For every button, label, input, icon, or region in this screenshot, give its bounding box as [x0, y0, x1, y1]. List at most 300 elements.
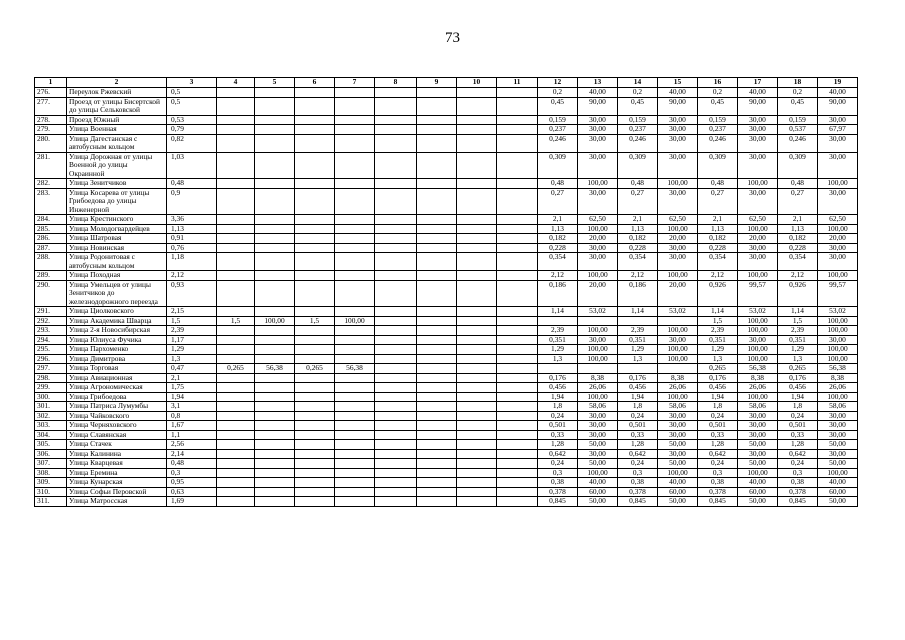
table-cell [255, 354, 295, 364]
table-cell [335, 383, 375, 393]
table-row [35, 97, 858, 115]
street-name: Улица Академика Шварца [67, 316, 167, 326]
table-cell [295, 215, 335, 225]
table-cell: 60,00 [658, 487, 698, 497]
table-cell [335, 459, 375, 469]
street-name: Улица Молодогвардейцев [67, 224, 167, 234]
row-number: 304. [35, 430, 67, 440]
table-cell: 2,39 [167, 326, 217, 336]
table-cell [457, 326, 497, 336]
table-cell: 0,45 [698, 97, 738, 115]
table-cell: 30,00 [658, 421, 698, 431]
table-cell: 30,00 [658, 134, 698, 152]
table-cell: 30,00 [738, 152, 778, 179]
table-cell: 62,50 [578, 215, 618, 225]
table-cell [375, 215, 417, 225]
table-cell: 100,00 [818, 179, 858, 189]
table-cell [255, 179, 295, 189]
table-cell [497, 373, 538, 383]
table-cell: 40,00 [658, 478, 698, 488]
table-row [35, 243, 858, 253]
table-cell: 2,1 [778, 215, 818, 225]
row-number: 276. [35, 88, 67, 98]
table-cell [417, 345, 457, 355]
table-cell [497, 152, 538, 179]
table-cell [417, 152, 457, 179]
table-cell [497, 115, 538, 125]
column-header: 12 [538, 78, 578, 88]
table-cell: 30,00 [578, 430, 618, 440]
table-cell: 30,00 [738, 188, 778, 215]
table-cell [255, 234, 295, 244]
table-cell: 0,246 [778, 134, 818, 152]
table-cell [217, 152, 255, 179]
table-cell [295, 449, 335, 459]
table-row [35, 115, 858, 125]
table-cell [295, 421, 335, 431]
table-cell: 30,00 [738, 421, 778, 431]
table-cell: 0,354 [538, 253, 578, 271]
table-cell [375, 440, 417, 450]
table-cell: 2,12 [698, 271, 738, 281]
table-cell [497, 487, 538, 497]
table-cell: 99,57 [818, 280, 858, 307]
table-cell [375, 307, 417, 317]
table-cell [375, 224, 417, 234]
table-cell [457, 478, 497, 488]
street-name: Улица Умельцев от улицы Зенитчиков до железнодорожного переезда [67, 280, 167, 307]
table-cell: 60,00 [578, 487, 618, 497]
table-cell: 100,00 [818, 271, 858, 281]
table-cell: 0,2 [538, 88, 578, 98]
table-row [35, 345, 858, 355]
table-cell [255, 134, 295, 152]
table-cell: 100,00 [738, 345, 778, 355]
table-cell: 90,00 [658, 97, 698, 115]
table-row [35, 215, 858, 225]
table-cell: 0,8 [167, 411, 217, 421]
table-cell: 0,642 [618, 449, 658, 459]
table-row [35, 152, 858, 179]
table-cell: 100,00 [658, 468, 698, 478]
table-cell: 30,00 [818, 188, 858, 215]
table-cell: 2,56 [167, 440, 217, 450]
table-cell [255, 243, 295, 253]
table-cell [538, 364, 578, 374]
table-cell [375, 253, 417, 271]
table-cell: 1,5 [698, 316, 738, 326]
column-header: 13 [578, 78, 618, 88]
table-row [35, 134, 858, 152]
table-cell [375, 383, 417, 393]
table-cell: 30,00 [578, 421, 618, 431]
table-cell: 0,159 [618, 115, 658, 125]
column-header: 11 [497, 78, 538, 88]
table-cell: 30,00 [658, 449, 698, 459]
row-number: 282. [35, 179, 67, 189]
table-cell: 1,18 [167, 253, 217, 271]
table-cell [375, 468, 417, 478]
table-cell [255, 440, 295, 450]
table-cell: 0,48 [698, 179, 738, 189]
table-row [35, 271, 858, 281]
table-row [35, 373, 858, 383]
table-cell: 0,48 [538, 179, 578, 189]
row-number: 297. [35, 364, 67, 374]
table-cell: 30,00 [738, 134, 778, 152]
table-cell [457, 335, 497, 345]
table-cell [217, 373, 255, 383]
table-cell [295, 468, 335, 478]
table-row [35, 487, 858, 497]
table-cell [295, 224, 335, 234]
table-cell [457, 345, 497, 355]
table-row [35, 179, 858, 189]
table-cell [295, 115, 335, 125]
table-cell [217, 449, 255, 459]
table-cell: 30,00 [738, 430, 778, 440]
table-cell: 30,00 [818, 449, 858, 459]
table-cell [335, 179, 375, 189]
street-name: Улица Циолковского [67, 307, 167, 317]
table-cell [417, 280, 457, 307]
table-cell [497, 134, 538, 152]
table-cell [658, 364, 698, 374]
table-cell: 1,29 [167, 345, 217, 355]
table-cell [375, 411, 417, 421]
table-cell: 100,00 [738, 316, 778, 326]
table-cell: 30,00 [658, 152, 698, 179]
table-cell: 67,97 [818, 125, 858, 135]
table-cell: 0,309 [778, 152, 818, 179]
table-cell: 30,00 [578, 134, 618, 152]
table-row [35, 253, 858, 271]
table-cell: 26,06 [818, 383, 858, 393]
street-name: Улица Агрономическая [67, 383, 167, 393]
table-cell [255, 97, 295, 115]
table-cell [217, 402, 255, 412]
table-cell: 30,00 [818, 243, 858, 253]
table-cell [497, 497, 538, 507]
table-cell: 50,00 [658, 440, 698, 450]
table-cell: 0,53 [167, 115, 217, 125]
table-row [35, 411, 858, 421]
table-cell [255, 411, 295, 421]
table-cell [497, 326, 538, 336]
table-cell [457, 115, 497, 125]
table-cell [417, 411, 457, 421]
table-cell: 0,265 [217, 364, 255, 374]
table-cell [375, 392, 417, 402]
table-cell: 1,69 [167, 497, 217, 507]
table-cell: 40,00 [658, 88, 698, 98]
table-row [35, 497, 858, 507]
table-cell: 0,246 [618, 134, 658, 152]
table-cell [295, 487, 335, 497]
table-row [35, 280, 858, 307]
table-cell [217, 345, 255, 355]
table-cell [417, 487, 457, 497]
table-cell: 100,00 [658, 224, 698, 234]
table-cell [497, 215, 538, 225]
table-cell [457, 125, 497, 135]
table-cell: 0,24 [698, 459, 738, 469]
table-cell: 1,3 [538, 354, 578, 364]
table-cell [417, 134, 457, 152]
table-cell [295, 478, 335, 488]
table-cell: 30,00 [818, 421, 858, 431]
column-header: 10 [457, 78, 497, 88]
table-cell: 50,00 [738, 459, 778, 469]
table-cell [457, 430, 497, 440]
table-cell [335, 134, 375, 152]
table-cell [417, 307, 457, 317]
table-cell [335, 354, 375, 364]
table-cell: 0,354 [778, 253, 818, 271]
table-cell: 1,29 [698, 345, 738, 355]
column-header: 3 [167, 78, 217, 88]
table-cell [375, 373, 417, 383]
table-cell: 0,2 [778, 88, 818, 98]
table-cell: 50,00 [658, 459, 698, 469]
table-cell [217, 478, 255, 488]
table-cell [335, 326, 375, 336]
table-cell: 2,39 [618, 326, 658, 336]
column-header: 18 [778, 78, 818, 88]
table-cell: 58,06 [818, 402, 858, 412]
table-cell: 100,00 [578, 345, 618, 355]
table-cell: 2,39 [538, 326, 578, 336]
row-number: 287. [35, 243, 67, 253]
table-cell: 100,00 [658, 354, 698, 364]
table-cell: 30,00 [658, 430, 698, 440]
table-cell [497, 243, 538, 253]
table-cell: 0,76 [167, 243, 217, 253]
table-cell: 0,33 [778, 430, 818, 440]
table-cell [255, 373, 295, 383]
street-name: Улица Шатровая [67, 234, 167, 244]
table-cell: 0,159 [538, 115, 578, 125]
table-cell: 30,00 [818, 253, 858, 271]
street-name: Улица Кунарская [67, 478, 167, 488]
table-cell [255, 326, 295, 336]
table-cell [217, 224, 255, 234]
table-cell: 30,00 [818, 115, 858, 125]
table-cell: 1,29 [778, 345, 818, 355]
row-number: 305. [35, 440, 67, 450]
table-cell [335, 468, 375, 478]
table-cell: 1,03 [167, 152, 217, 179]
table-cell [255, 497, 295, 507]
table-cell: 0,378 [538, 487, 578, 497]
street-name: Улица Авиационная [67, 373, 167, 383]
table-cell: 30,00 [738, 243, 778, 253]
street-name: Улица Димитрова [67, 354, 167, 364]
table-cell: 0,845 [538, 497, 578, 507]
table-cell [417, 253, 457, 271]
table-cell: 50,00 [578, 459, 618, 469]
table-cell: 1,67 [167, 421, 217, 431]
street-name: Улица Кварцевая [67, 459, 167, 469]
table-cell: 100,00 [658, 326, 698, 336]
table-cell [217, 134, 255, 152]
table-cell [497, 88, 538, 98]
table-cell: 58,06 [738, 402, 778, 412]
table-cell [375, 115, 417, 125]
table-cell: 0,38 [538, 478, 578, 488]
table-cell: 0,926 [778, 280, 818, 307]
table-cell: 0,2 [698, 88, 738, 98]
table-cell [217, 253, 255, 271]
table-cell [417, 335, 457, 345]
table-row [35, 224, 858, 234]
table-cell: 30,00 [658, 115, 698, 125]
table-cell: 0,926 [698, 280, 738, 307]
table-cell: 30,00 [818, 430, 858, 440]
street-name: Улица Торговая [67, 364, 167, 374]
table-cell [217, 280, 255, 307]
table-cell: 99,57 [738, 280, 778, 307]
table-cell [255, 88, 295, 98]
table-cell: 0,378 [698, 487, 738, 497]
table-cell: 0,24 [618, 411, 658, 421]
table-cell [217, 497, 255, 507]
table-cell [457, 179, 497, 189]
table-cell: 0,845 [618, 497, 658, 507]
table-cell: 0,501 [778, 421, 818, 431]
table-cell: 100,00 [658, 179, 698, 189]
row-number: 308. [35, 468, 67, 478]
table-cell [457, 188, 497, 215]
table-cell [375, 243, 417, 253]
table-cell: 1,14 [778, 307, 818, 317]
table-cell: 30,00 [738, 253, 778, 271]
table-cell [217, 468, 255, 478]
table-cell: 0,246 [698, 134, 738, 152]
table-cell [417, 88, 457, 98]
column-header: 4 [217, 78, 255, 88]
table-cell: 20,00 [658, 280, 698, 307]
table-cell: 62,50 [738, 215, 778, 225]
table-cell: 0,228 [698, 243, 738, 253]
table-cell [295, 152, 335, 179]
column-header: 1 [35, 78, 67, 88]
table-cell [497, 468, 538, 478]
table-cell [255, 188, 295, 215]
table-cell: 0,24 [538, 459, 578, 469]
table-cell: 0,501 [538, 421, 578, 431]
table-cell: 0,3 [618, 468, 658, 478]
column-header: 7 [335, 78, 375, 88]
table-cell: 100,00 [738, 392, 778, 402]
table-cell [497, 354, 538, 364]
table-cell [255, 421, 295, 431]
table-cell [335, 392, 375, 402]
street-name: Переулок Ржевский [67, 88, 167, 98]
table-cell [217, 88, 255, 98]
table-cell [417, 97, 457, 115]
table-cell [255, 335, 295, 345]
table-cell: 0,38 [618, 478, 658, 488]
row-number: 288. [35, 253, 67, 271]
table-cell: 53,02 [578, 307, 618, 317]
table-cell: 8,38 [578, 373, 618, 383]
table-cell: 56,38 [738, 364, 778, 374]
table-cell: 26,06 [578, 383, 618, 393]
table-cell: 30,00 [658, 243, 698, 253]
column-header: 6 [295, 78, 335, 88]
table-cell: 3,36 [167, 215, 217, 225]
table-cell: 0,63 [167, 487, 217, 497]
street-name: Улица Патриса Лумумбы [67, 402, 167, 412]
table-cell: 0,3 [778, 468, 818, 478]
row-number: 281. [35, 152, 67, 179]
table-cell: 58,06 [578, 402, 618, 412]
table-cell [375, 152, 417, 179]
table-cell [295, 392, 335, 402]
table-cell: 40,00 [818, 88, 858, 98]
table-cell: 0,82 [167, 134, 217, 152]
table-cell: 100,00 [578, 271, 618, 281]
table-cell: 0,182 [778, 234, 818, 244]
table-cell: 56,38 [255, 364, 295, 374]
table-cell: 0,159 [698, 115, 738, 125]
table-cell: 30,00 [738, 125, 778, 135]
table-cell [375, 280, 417, 307]
table-cell [255, 449, 295, 459]
table-cell [335, 421, 375, 431]
table-row [35, 335, 858, 345]
table-cell: 1,28 [538, 440, 578, 450]
column-header: 5 [255, 78, 295, 88]
table-cell: 30,00 [738, 411, 778, 421]
table-row [35, 430, 858, 440]
row-number: 310. [35, 487, 67, 497]
table-cell [497, 411, 538, 421]
table-cell [417, 449, 457, 459]
table-cell [375, 188, 417, 215]
table-cell: 30,00 [578, 335, 618, 345]
table-cell [457, 307, 497, 317]
table-cell: 1,8 [778, 402, 818, 412]
street-name: Улица Косарева от улицы Грибоедова до улицы Инженерной [67, 188, 167, 215]
table-cell: 100,00 [738, 354, 778, 364]
table-cell: 1,14 [698, 307, 738, 317]
street-name: Улица Калинина [67, 449, 167, 459]
table-cell: 100,00 [818, 326, 858, 336]
table-cell: 1,28 [618, 440, 658, 450]
row-number: 278. [35, 115, 67, 125]
table-cell [295, 497, 335, 507]
table-cell: 0,456 [698, 383, 738, 393]
table-cell: 1,14 [618, 307, 658, 317]
table-cell: 0,27 [538, 188, 578, 215]
table-cell [417, 224, 457, 234]
table-cell [335, 430, 375, 440]
table-cell [255, 152, 295, 179]
table-cell: 0,95 [167, 478, 217, 488]
table-cell [497, 271, 538, 281]
table-cell: 20,00 [578, 280, 618, 307]
table-cell: 40,00 [818, 478, 858, 488]
table-cell: 8,38 [818, 373, 858, 383]
table-cell [375, 97, 417, 115]
table-cell [417, 234, 457, 244]
table-cell: 100,00 [578, 354, 618, 364]
table-cell [217, 234, 255, 244]
row-number: 302. [35, 411, 67, 421]
table-cell: 0,537 [778, 125, 818, 135]
